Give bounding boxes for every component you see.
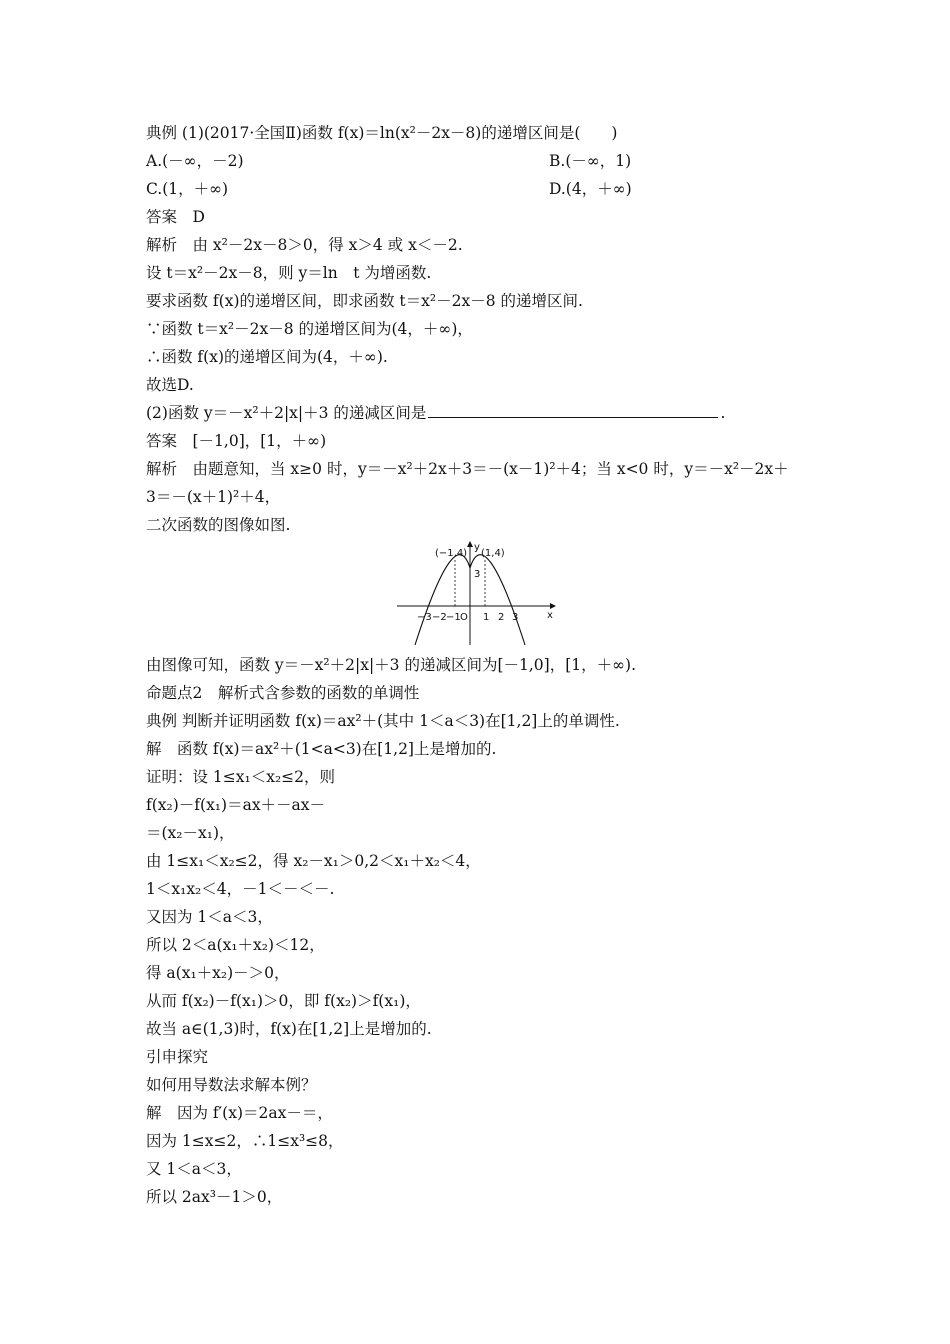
option-row-ab [146, 151, 632, 171]
y-intercept-label: 3 [474, 569, 481, 580]
option-d: D.(4，＋∞) [549, 180, 632, 198]
x-axis-label: x [547, 610, 553, 621]
x-tick-label: −3 [417, 612, 432, 623]
derivative-line: 解 因为 f′(x)＝2ax－＝， [146, 1104, 333, 1122]
proof-line: 得 a(x₁＋x₂)－＞0， [146, 964, 290, 982]
answer-blank [428, 403, 718, 418]
section-heading: 命题点2 解析式含参数的函数的单调性 [146, 684, 420, 702]
analysis-line: 3＝－(x＋1)²＋4， [146, 488, 281, 506]
example-1-question: 典例 (1)(2017·全国Ⅱ)函数 f(x)＝ln(x²－2x－8)的递增区间是( ) [146, 124, 618, 142]
y-axis-label: y [474, 542, 480, 553]
answer-1: 答案 D [146, 208, 205, 226]
proof-line: 从而 f(x₂)－f(x₁)＞0，即 f(x₂)＞f(x₁)， [146, 992, 421, 1010]
option-b: B.(－∞，1) [549, 152, 632, 170]
conclusion-line: 由图像可知，函数 y＝－x²＋2|x|＋3 的递减区间为[－1,0]，[1，＋∞). [146, 656, 637, 674]
derivative-line: 又 1＜a＜3， [146, 1160, 242, 1178]
analysis-line: 二次函数的图像如图. [146, 516, 291, 534]
option-c: C.(1，＋∞) [146, 180, 229, 198]
example-3-question: 典例 判断并证明函数 f(x)＝ax²＋(其中 1＜a＜3)在[1,2]上的单调性. [146, 712, 620, 730]
question-end: . [720, 404, 726, 422]
analysis-line: 设 t＝x²－2x－8，则 y＝ln t 为增函数. [146, 264, 432, 282]
x-tick-label: −1 [446, 612, 461, 623]
x-tick-label: 3 [512, 612, 519, 623]
proof-line: 所以 2＜a(x₁＋x₂)＜12， [146, 936, 325, 954]
analysis-line: 要求函数 f(x)的递增区间，即求函数 t＝x²－2x－8 的递增区间. [146, 292, 583, 310]
proof-line: 又因为 1＜a＜3， [146, 908, 273, 926]
analysis-line: 故选D. [146, 376, 194, 394]
x-tick-label: 2 [498, 612, 505, 623]
answer-2: 答案 [－1,0]，[1，＋∞) [146, 432, 327, 450]
analysis-line: ∴函数 f(x)的递增区间为(4，＋∞). [146, 348, 388, 366]
proof-line: 1＜x₁x₂＜4，－1＜－＜－. [146, 880, 335, 898]
proof-line: 证明：设 1≤x₁＜x₂≤2，则 [146, 768, 336, 786]
proof-line: 由 1≤x₁＜x₂≤2，得 x₂－x₁＞0,2＜x₁＋x₂＜4， [146, 852, 481, 870]
origin-label: O [460, 612, 468, 623]
proof-line: 故当 a∈(1,3)时，f(x)在[1,2]上是增加的. [146, 1020, 432, 1038]
x-tick-label: −2 [432, 612, 447, 623]
option-a: A.(－∞，－2) [146, 152, 244, 170]
analysis-line: 解析 由题意知，当 x≥0 时，y＝－x²＋2x＋3＝－(x－1)²＋4；当 x<0 时，y＝－x²－2x＋ [146, 460, 789, 478]
question-text: (2)函数 y＝－x²＋2|x|＋3 的递减区间是 [146, 404, 427, 422]
example-2-question [146, 403, 725, 423]
analysis-line: 解析 由 x²－2x－8＞0，得 x＞4 或 x＜－2. [146, 236, 463, 254]
proof-line: f(x₂)－f(x₁)＝ax＋－ax－ [146, 796, 326, 814]
derivative-line: 因为 1≤x≤2，∴1≤x³≤8， [146, 1132, 344, 1150]
analysis-line: ∵函数 t＝x²－2x－8 的递增区间为(4，＋∞)， [146, 320, 473, 338]
extension-question: 如何用导数法求解本例？ [146, 1076, 317, 1094]
point-right-label: (1,4) [481, 548, 505, 559]
extension-heading: 引申探究 [146, 1048, 209, 1066]
proof-line: ＝(x₂－x₁)， [146, 824, 235, 842]
left-branch-curve [415, 555, 470, 645]
solution-line: 解 函数 f(x)＝ax²＋(1<a<3)在[1,2]上是增加的. [146, 740, 497, 758]
point-left-label: (−1,4) [435, 548, 468, 559]
option-row-cd [146, 179, 632, 199]
x-tick-label: 1 [483, 612, 490, 623]
parabola-graph [395, 540, 560, 650]
derivative-line: 所以 2ax³－1＞0， [146, 1188, 283, 1206]
